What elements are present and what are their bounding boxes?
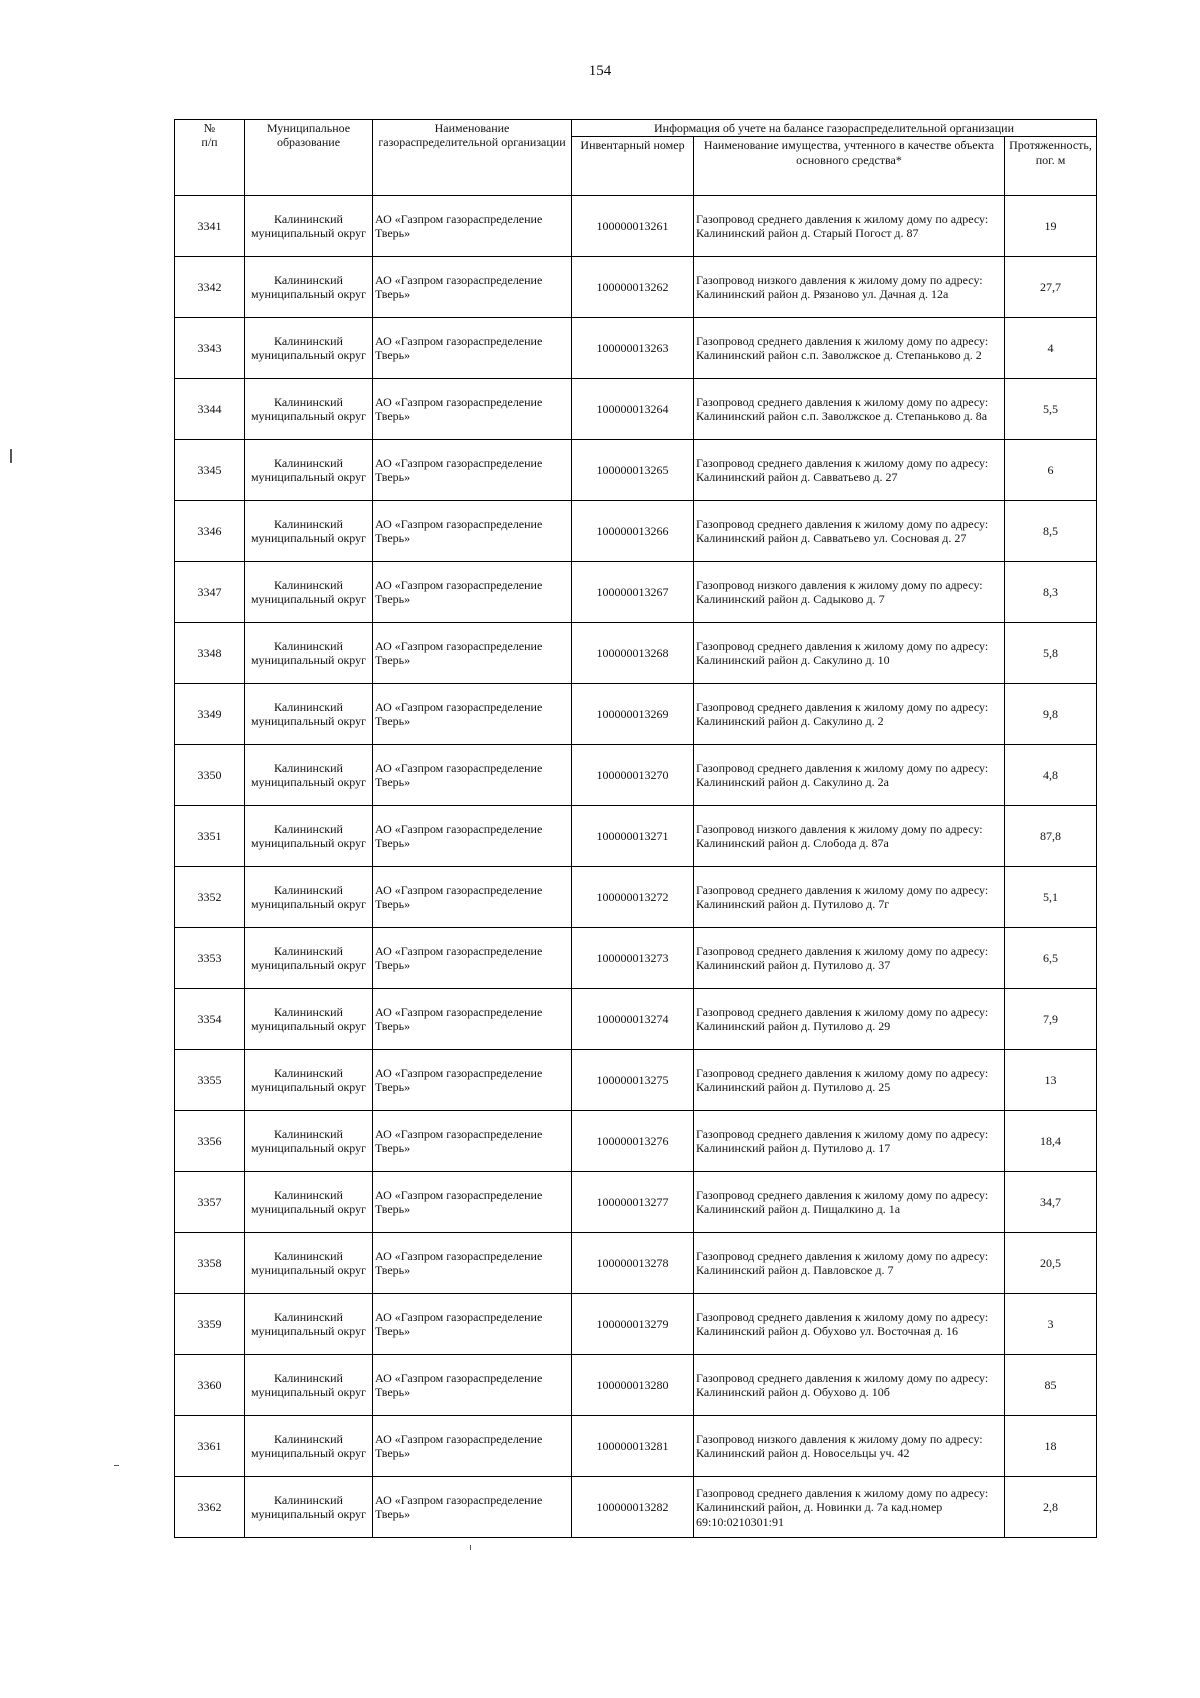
- inventory-number: 100000013277: [572, 1172, 694, 1233]
- row-number: 3344: [175, 379, 245, 440]
- municipality-line: муниципальный округ: [250, 226, 367, 241]
- length-value: 4,8: [1005, 745, 1097, 806]
- municipality-cell: [245, 745, 373, 806]
- municipality-line: муниципальный округ: [250, 531, 367, 546]
- table-row: [175, 806, 1097, 867]
- municipality-cell: [245, 623, 373, 684]
- table-row: [175, 440, 1097, 501]
- organization-line: АО «Газпром газораспределение: [375, 822, 543, 836]
- organization-cell: [373, 1294, 572, 1355]
- asset-register-table: [174, 119, 1097, 1538]
- inventory-number: 100000013271: [572, 806, 694, 867]
- length-value: 85: [1005, 1355, 1097, 1416]
- length-value: 27,7: [1005, 257, 1097, 318]
- municipality-line: муниципальный округ: [250, 1080, 367, 1095]
- municipality-cell: [245, 440, 373, 501]
- organization-line: АО «Газпром газораспределение: [375, 578, 543, 592]
- organization-cell: [373, 501, 572, 562]
- organization-line: АО «Газпром газораспределение: [375, 212, 543, 226]
- organization-line: АО «Газпром газораспределение: [375, 1432, 543, 1446]
- row-number: 3348: [175, 623, 245, 684]
- row-number: 3353: [175, 928, 245, 989]
- municipality-line: муниципальный округ: [250, 1263, 367, 1278]
- property-name: Газопровод среднего давления к жилому дому по адресу: Калининский район д. Павловское д. 7: [694, 1233, 1005, 1294]
- organization-line: Тверь»: [375, 836, 411, 851]
- organization-cell: [373, 745, 572, 806]
- organization-line: Тверь»: [375, 1263, 411, 1278]
- property-name: Газопровод среднего давления к жилому дому по адресу: Калининский район д. Старый Погост д. 87: [694, 196, 1005, 257]
- length-value: 18: [1005, 1416, 1097, 1477]
- row-number: 3349: [175, 684, 245, 745]
- table-row: [175, 684, 1097, 745]
- organization-cell: [373, 1355, 572, 1416]
- organization-line: Тверь»: [375, 1019, 411, 1034]
- municipality-line: муниципальный округ: [250, 287, 367, 302]
- municipality-line: Калининский: [274, 883, 343, 897]
- organization-line: АО «Газпром газораспределение: [375, 1188, 543, 1202]
- header-municipality: Муниципальное образование: [245, 120, 373, 196]
- row-number: 3350: [175, 745, 245, 806]
- property-name: Газопровод среднего давления к жилому дому по адресу: Калининский район д. Путилово д. 17: [694, 1111, 1005, 1172]
- property-name: Газопровод среднего давления к жилому дому по адресу: Калининский район д. Путилово д. 37: [694, 928, 1005, 989]
- municipality-line: муниципальный округ: [250, 836, 367, 851]
- municipality-line: муниципальный округ: [250, 592, 367, 607]
- row-number: 3346: [175, 501, 245, 562]
- organization-cell: [373, 1111, 572, 1172]
- organization-line: Тверь»: [375, 226, 411, 241]
- length-value: 8,5: [1005, 501, 1097, 562]
- municipality-line: Калининский: [274, 1005, 343, 1019]
- organization-line: Тверь»: [375, 348, 411, 363]
- row-number: 3351: [175, 806, 245, 867]
- organization-cell: [373, 806, 572, 867]
- table-row: [175, 1233, 1097, 1294]
- length-value: 7,9: [1005, 989, 1097, 1050]
- organization-line: Тверь»: [375, 714, 411, 729]
- table-row: [175, 196, 1097, 257]
- municipality-cell: [245, 196, 373, 257]
- municipality-line: Калининский: [274, 1310, 343, 1324]
- scan-dot: [114, 1465, 119, 1466]
- length-value: 8,3: [1005, 562, 1097, 623]
- organization-line: АО «Газпром газораспределение: [375, 1249, 543, 1263]
- table-row: [175, 867, 1097, 928]
- table-row: [175, 1050, 1097, 1111]
- organization-cell: [373, 623, 572, 684]
- property-name: Газопровод среднего давления к жилому дому по адресу: Калининский район д. Савватьево ул. Сосновая д. 27: [694, 501, 1005, 562]
- municipality-cell: [245, 1233, 373, 1294]
- municipality-cell: [245, 562, 373, 623]
- municipality-line: муниципальный округ: [250, 714, 367, 729]
- inventory-number: 100000013268: [572, 623, 694, 684]
- inventory-number: 100000013275: [572, 1050, 694, 1111]
- municipality-line: Калининский: [274, 639, 343, 653]
- inventory-number: 100000013282: [572, 1477, 694, 1538]
- property-name: Газопровод среднего давления к жилому дому по адресу: Калининский район д. Путилово д. 29: [694, 989, 1005, 1050]
- organization-line: Тверь»: [375, 287, 411, 302]
- municipality-cell: [245, 1477, 373, 1538]
- organization-cell: [373, 1233, 572, 1294]
- header-balance-info: Информация об учете на балансе газораспределительной организации: [572, 120, 1097, 137]
- row-number: 3345: [175, 440, 245, 501]
- municipality-line: Калининский: [274, 212, 343, 226]
- organization-cell: [373, 1416, 572, 1477]
- length-value: 4: [1005, 318, 1097, 379]
- table-row: [175, 1294, 1097, 1355]
- organization-line: АО «Газпром газораспределение: [375, 761, 543, 775]
- municipality-line: муниципальный округ: [250, 470, 367, 485]
- municipality-line: муниципальный округ: [250, 1385, 367, 1400]
- row-number: 3359: [175, 1294, 245, 1355]
- municipality-line: Калининский: [274, 1066, 343, 1080]
- municipality-line: муниципальный округ: [250, 1141, 367, 1156]
- organization-line: Тверь»: [375, 592, 411, 607]
- organization-cell: [373, 440, 572, 501]
- property-name: Газопровод среднего давления к жилому дому по адресу: Калининский район д. Пищалкино д. 1а: [694, 1172, 1005, 1233]
- property-name: Газопровод среднего давления к жилому дому по адресу: Калининский район д. Савватьево д. 27: [694, 440, 1005, 501]
- organization-line: АО «Газпром газораспределение: [375, 395, 543, 409]
- municipality-line: Калининский: [274, 700, 343, 714]
- row-number: 3343: [175, 318, 245, 379]
- property-name: Газопровод среднего давления к жилому дому по адресу: Калининский район д. Сакулино д. 10: [694, 623, 1005, 684]
- property-name: Газопровод среднего давления к жилому дому по адресу: Калининский район д. Сакулино д. 2а: [694, 745, 1005, 806]
- municipality-line: Калининский: [274, 761, 343, 775]
- municipality-cell: [245, 806, 373, 867]
- header-organization: Наименование газораспределительной организации: [373, 120, 572, 196]
- table-row: [175, 1477, 1097, 1538]
- organization-line: Тверь»: [375, 470, 411, 485]
- inventory-number: 100000013261: [572, 196, 694, 257]
- municipality-line: Калининский: [274, 944, 343, 958]
- organization-cell: [373, 257, 572, 318]
- municipality-cell: [245, 1355, 373, 1416]
- row-number: 3347: [175, 562, 245, 623]
- inventory-number: 100000013273: [572, 928, 694, 989]
- inventory-number: 100000013267: [572, 562, 694, 623]
- municipality-line: Калининский: [274, 1493, 343, 1507]
- length-value: 9,8: [1005, 684, 1097, 745]
- municipality-line: муниципальный округ: [250, 1202, 367, 1217]
- property-name: Газопровод низкого давления к жилому дому по адресу: Калининский район д. Слобода д. 87а: [694, 806, 1005, 867]
- table-row: [175, 989, 1097, 1050]
- municipality-line: Калининский: [274, 273, 343, 287]
- inventory-number: 100000013272: [572, 867, 694, 928]
- length-value: 18,4: [1005, 1111, 1097, 1172]
- table-row: [175, 379, 1097, 440]
- row-number: 3362: [175, 1477, 245, 1538]
- inventory-number: 100000013281: [572, 1416, 694, 1477]
- property-name: Газопровод среднего давления к жилому дому по адресу: Калининский район с.п. Заволжское д. Степаньково д. 8а: [694, 379, 1005, 440]
- length-value: 6,5: [1005, 928, 1097, 989]
- municipality-line: Калининский: [274, 395, 343, 409]
- organization-line: АО «Газпром газораспределение: [375, 517, 543, 531]
- municipality-line: Калининский: [274, 334, 343, 348]
- organization-line: Тверь»: [375, 1507, 411, 1522]
- length-value: 5,8: [1005, 623, 1097, 684]
- organization-line: АО «Газпром газораспределение: [375, 700, 543, 714]
- municipality-line: муниципальный округ: [250, 409, 367, 424]
- municipality-cell: [245, 257, 373, 318]
- organization-line: АО «Газпром газораспределение: [375, 456, 543, 470]
- property-name: Газопровод низкого давления к жилому дому по адресу: Калининский район д. Новосельцы уч. 42: [694, 1416, 1005, 1477]
- property-name: Газопровод среднего давления к жилому дому по адресу: Калининский район д. Путилово д. 25: [694, 1050, 1005, 1111]
- row-number: 3358: [175, 1233, 245, 1294]
- table-row: [175, 623, 1097, 684]
- municipality-cell: [245, 1416, 373, 1477]
- inventory-number: 100000013279: [572, 1294, 694, 1355]
- organization-cell: [373, 196, 572, 257]
- municipality-cell: [245, 379, 373, 440]
- inventory-number: 100000013262: [572, 257, 694, 318]
- row-number: 3355: [175, 1050, 245, 1111]
- organization-line: Тверь»: [375, 1385, 411, 1400]
- organization-cell: [373, 1172, 572, 1233]
- municipality-line: муниципальный округ: [250, 897, 367, 912]
- organization-line: АО «Газпром газораспределение: [375, 639, 543, 653]
- row-number: 3341: [175, 196, 245, 257]
- organization-cell: [373, 1050, 572, 1111]
- organization-cell: [373, 928, 572, 989]
- length-value: 2,8: [1005, 1477, 1097, 1538]
- municipality-line: муниципальный округ: [250, 653, 367, 668]
- municipality-line: Калининский: [274, 456, 343, 470]
- municipality-cell: [245, 1111, 373, 1172]
- length-value: 87,8: [1005, 806, 1097, 867]
- municipality-cell: [245, 318, 373, 379]
- organization-cell: [373, 989, 572, 1050]
- table-row: [175, 1416, 1097, 1477]
- organization-line: АО «Газпром газораспределение: [375, 1066, 543, 1080]
- organization-line: АО «Газпром газораспределение: [375, 1005, 543, 1019]
- municipality-line: Калининский: [274, 1249, 343, 1263]
- municipality-line: Калининский: [274, 517, 343, 531]
- municipality-cell: [245, 867, 373, 928]
- inventory-number: 100000013266: [572, 501, 694, 562]
- municipality-line: муниципальный округ: [250, 348, 367, 363]
- municipality-line: Калининский: [274, 578, 343, 592]
- property-name: Газопровод среднего давления к жилому дому по адресу: Калининский район д. Обухово д. 10б: [694, 1355, 1005, 1416]
- inventory-number: 100000013265: [572, 440, 694, 501]
- organization-line: Тверь»: [375, 409, 411, 424]
- municipality-cell: [245, 1294, 373, 1355]
- length-value: 34,7: [1005, 1172, 1097, 1233]
- inventory-number: 100000013264: [572, 379, 694, 440]
- row-number: 3357: [175, 1172, 245, 1233]
- length-value: 19: [1005, 196, 1097, 257]
- municipality-line: Калининский: [274, 1127, 343, 1141]
- table-row: [175, 928, 1097, 989]
- length-value: 6: [1005, 440, 1097, 501]
- organization-line: Тверь»: [375, 1141, 411, 1156]
- inventory-number: 100000013276: [572, 1111, 694, 1172]
- organization-line: Тверь»: [375, 653, 411, 668]
- table-row: [175, 745, 1097, 806]
- municipality-line: Калининский: [274, 822, 343, 836]
- table-row: [175, 257, 1097, 318]
- organization-line: АО «Газпром газораспределение: [375, 944, 543, 958]
- organization-line: АО «Газпром газораспределение: [375, 334, 543, 348]
- organization-cell: [373, 867, 572, 928]
- municipality-line: Калининский: [274, 1371, 343, 1385]
- organization-line: АО «Газпром газораспределение: [375, 883, 543, 897]
- header-num: № п/п: [175, 120, 245, 196]
- table-row: [175, 318, 1097, 379]
- municipality-cell: [245, 928, 373, 989]
- municipality-line: муниципальный округ: [250, 775, 367, 790]
- length-value: 5,1: [1005, 867, 1097, 928]
- municipality-line: Калининский: [274, 1188, 343, 1202]
- organization-cell: [373, 379, 572, 440]
- row-number: 3342: [175, 257, 245, 318]
- organization-cell: [373, 562, 572, 623]
- inventory-number: 100000013269: [572, 684, 694, 745]
- property-name: Газопровод низкого давления к жилому дому по адресу: Калининский район д. Рязаново ул. Дачная д. 12а: [694, 257, 1005, 318]
- table-row: [175, 1172, 1097, 1233]
- header-property-name: Наименование имущества, учтенного в качестве объекта основного средства*: [694, 137, 1005, 196]
- page-number: 154: [588, 63, 612, 79]
- header-length: Протяженность, пог. м: [1005, 137, 1097, 196]
- organization-line: АО «Газпром газораспределение: [375, 1127, 543, 1141]
- organization-cell: [373, 684, 572, 745]
- organization-line: АО «Газпром газораспределение: [375, 1371, 543, 1385]
- municipality-line: муниципальный округ: [250, 958, 367, 973]
- organization-cell: [373, 318, 572, 379]
- property-name: Газопровод среднего давления к жилому дому по адресу: Калининский район с.п. Заволжское д. Степаньково д. 2: [694, 318, 1005, 379]
- organization-line: АО «Газпром газораспределение: [375, 273, 543, 287]
- inventory-number: 100000013263: [572, 318, 694, 379]
- organization-line: Тверь»: [375, 1324, 411, 1339]
- row-number: 3354: [175, 989, 245, 1050]
- municipality-cell: [245, 1050, 373, 1111]
- municipality-cell: [245, 501, 373, 562]
- property-name: Газопровод среднего давления к жилому дому по адресу: Калининский район д. Обухово ул. Восточная д. 16: [694, 1294, 1005, 1355]
- table-row: [175, 1111, 1097, 1172]
- municipality-line: муниципальный округ: [250, 1446, 367, 1461]
- property-name: Газопровод среднего давления к жилому дому по адресу: Калининский район д. Путилово д. 7г: [694, 867, 1005, 928]
- length-value: 13: [1005, 1050, 1097, 1111]
- organization-line: Тверь»: [375, 1080, 411, 1095]
- length-value: 20,5: [1005, 1233, 1097, 1294]
- organization-line: Тверь»: [375, 897, 411, 912]
- organization-line: Тверь»: [375, 1202, 411, 1217]
- organization-line: АО «Газпром газораспределение: [375, 1493, 543, 1507]
- length-value: 5,5: [1005, 379, 1097, 440]
- row-number: 3360: [175, 1355, 245, 1416]
- organization-line: Тверь»: [375, 775, 411, 790]
- organization-line: АО «Газпром газораспределение: [375, 1310, 543, 1324]
- organization-line: Тверь»: [375, 531, 411, 546]
- row-number: 3361: [175, 1416, 245, 1477]
- municipality-cell: [245, 684, 373, 745]
- inventory-number: 100000013280: [572, 1355, 694, 1416]
- table-row: [175, 1355, 1097, 1416]
- table-header-row: [175, 120, 1097, 137]
- property-name: Газопровод низкого давления к жилому дому по адресу: Калининский район д. Садыково д. 7: [694, 562, 1005, 623]
- row-number: 3356: [175, 1111, 245, 1172]
- organization-line: Тверь»: [375, 1446, 411, 1461]
- municipality-line: муниципальный округ: [250, 1507, 367, 1522]
- row-number: 3352: [175, 867, 245, 928]
- inventory-number: 100000013274: [572, 989, 694, 1050]
- header-inventory: Инвентарный номер: [572, 137, 694, 196]
- property-name: Газопровод среднего давления к жилому дому по адресу: Калининский район, д. Новинки д. 7а кад.номер 69:10:0210301:91: [694, 1477, 1005, 1538]
- inventory-number: 100000013270: [572, 745, 694, 806]
- municipality-line: Калининский: [274, 1432, 343, 1446]
- scan-dot: [470, 1545, 471, 1550]
- municipality-line: муниципальный округ: [250, 1019, 367, 1034]
- table-row: [175, 501, 1097, 562]
- municipality-line: муниципальный округ: [250, 1324, 367, 1339]
- scan-mark: [10, 449, 12, 463]
- length-value: 3: [1005, 1294, 1097, 1355]
- property-name: Газопровод среднего давления к жилому дому по адресу: Калининский район д. Сакулино д. 2: [694, 684, 1005, 745]
- inventory-number: 100000013278: [572, 1233, 694, 1294]
- table-row: [175, 562, 1097, 623]
- municipality-cell: [245, 989, 373, 1050]
- municipality-cell: [245, 1172, 373, 1233]
- organization-cell: [373, 1477, 572, 1538]
- organization-line: Тверь»: [375, 958, 411, 973]
